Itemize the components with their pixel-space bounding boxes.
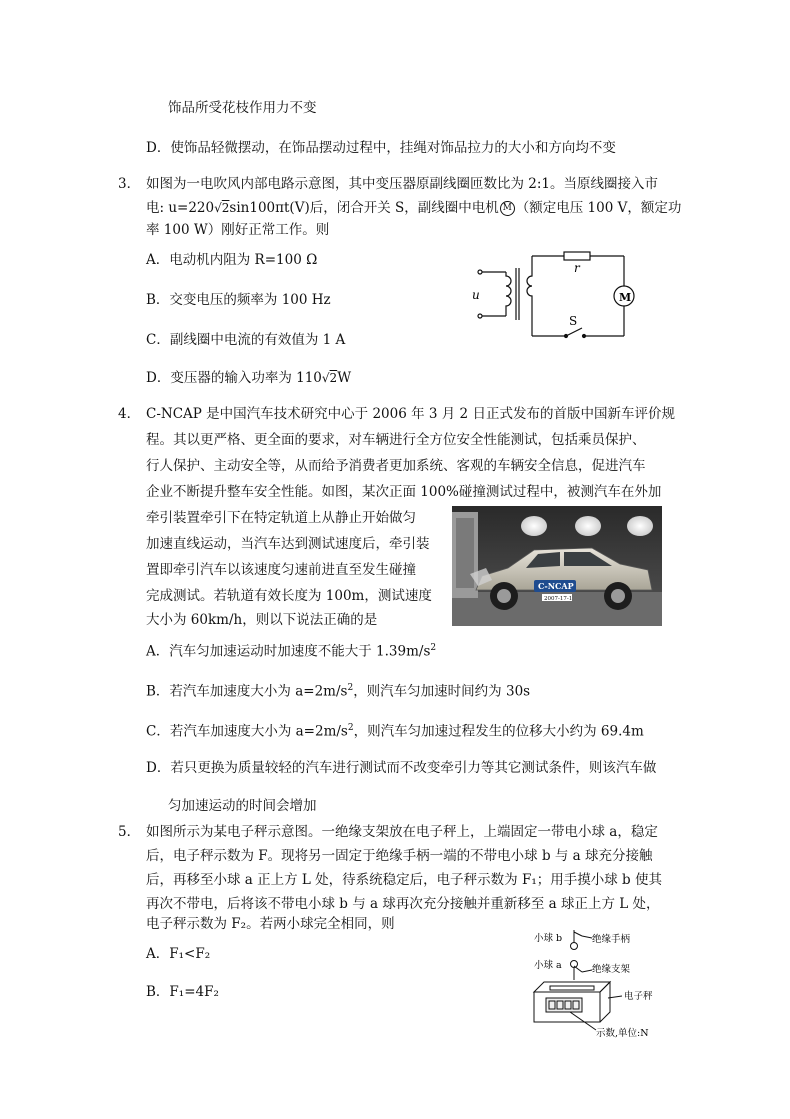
q3-stem-line3: 率 100 W）刚好正常工作。则 — [146, 222, 330, 238]
circuit-label-switch: S — [569, 314, 578, 328]
label-electronic-scale: 电子秤 — [624, 991, 653, 1002]
q4-option-d-line1: D．若只更换为质量较轻的汽车进行测试而不改变牵引力等其它测试条件，则该汽车做 — [146, 760, 657, 776]
transformer-circuit-diagram — [466, 244, 646, 344]
q3-number: 3． — [118, 176, 141, 192]
q3-voltage-prefix: 电: u=220 — [146, 200, 215, 216]
sqrt-symbol: √2 — [214, 201, 230, 215]
label-insulating-handle: 绝缘手柄 — [592, 934, 631, 945]
q5-stem-line4: 再次不带电，后将该不带电小球 b 与 a 球再次充分接触并重新移至 a 球正上方 L 处， — [146, 896, 660, 912]
q4-option-c: C．若汽车加速度大小为 $a=2m/s^2$，则汽车匀加速过程发生的位移大小约为 69.4m — [146, 723, 644, 740]
q3-option-a: A．电动机内阻为 R=100 Ω — [146, 252, 318, 268]
circuit-label-r: r — [574, 261, 580, 275]
q3-option-b: B．交变电压的频率为 100 Hz — [146, 292, 331, 308]
q3-stem-line2 — [146, 198, 681, 218]
q5-option-b: B．F₁=4F₂ — [146, 984, 219, 1000]
q4-stem-line9: 大小为 60km/h，则以下说法正确的是 — [146, 612, 378, 628]
q3-voltage-suffix: sin100πt(V)后，闭合开关 S，副线圈中电机 — [229, 200, 499, 216]
q3-rated-voltage: （额定电压 100 V，额定功 — [515, 200, 682, 216]
sqrt-symbol: √2 — [321, 371, 338, 385]
q4-stem-line3: 行人保护、主动安全等，从而给予消费者更加系统、客观的车辆安全信息，促进汽车 — [146, 458, 646, 474]
q4-option-d-line2: 匀加速运动的时间会增加 — [168, 798, 317, 814]
label-insulating-support: 绝缘支架 — [592, 964, 631, 975]
q3-option-c: C．副线圈中电流的有效值为 1 A — [146, 332, 346, 348]
q4-stem-line5: 牵引装置牵引下在特定轨道上从静止开始做匀 — [146, 510, 416, 526]
electronic-scale-diagram — [530, 926, 690, 1038]
q5-number: 5． — [118, 824, 141, 840]
q4-stem-line4: 企业不断提升整车安全性能。如图，某次正面 100%碰撞测试过程中，被测汽车在外加 — [146, 484, 662, 500]
q4-stem-line2: 程。其以更严格、更全面的要求，对车辆进行全方位安全性能测试，包括乘员保护、 — [146, 432, 646, 448]
q5-stem-line2: 后，电子秤示数为 F。现将另一固定于绝缘手柄一端的不带电小球 b 与 a 球充分接触 — [146, 848, 653, 864]
q5-option-a: A．F₁<F₂ — [146, 946, 211, 962]
q3-stem-line1: 如图为一电吹风内部电路示意图，其中变压器原副线圈匝数比为 2:1。当原线圈接入市 — [146, 176, 659, 192]
q5-stem-line1: 如图所示为某电子秤示意图。一绝缘支架放在电子秤上，上端固定一带电小球 a，稳定 — [146, 824, 658, 840]
plate-text: 2007-17-1 — [544, 596, 573, 602]
q4-stem-line6: 加速直线运动，当汽车达到测试速度后，牵引装 — [146, 536, 430, 552]
q5-stem-line5: 电子秤示数为 F₂。若两小球完全相同，则 — [146, 916, 395, 932]
crash-test-photo — [452, 506, 662, 626]
q2-option-d: D．使饰品轻微摆动，在饰品摆动过程中，挂绳对饰品拉力的大小和方向均不变 — [146, 140, 616, 156]
circuit-label-u: u — [472, 288, 480, 302]
label-reading-unit: 示数,单位:N — [596, 1028, 649, 1038]
label-ball-a: 小球 a — [534, 960, 562, 971]
q2-option-c-continuation: 饰品所受花枝作用力不变 — [168, 100, 317, 116]
q4-number: 4． — [118, 406, 141, 422]
q4-option-b: B．若汽车加速度大小为 $a=2m/s^2$，则汽车匀加速时间约为 30s — [146, 683, 531, 700]
label-ball-b: 小球 b — [534, 933, 563, 944]
q4-option-a: A．汽车匀加速运动时加速度不能大于 $1.39m/s^2$ — [146, 643, 437, 660]
q4-stem-line8: 完成测试。若轨道有效长度为 100m，测试速度 — [146, 588, 432, 604]
q4-stem-line7: 置即牵引汽车以该速度匀速前进直至发生碰撞 — [146, 562, 416, 578]
circuit-label-motor: M — [619, 291, 632, 304]
cncap-logo-text: C-NCAP — [538, 581, 574, 591]
q4-stem-line1: C-NCAP 是中国汽车技术研究中心于 2006 年 3 月 2 日正式发布的首版中国新车评价规 — [146, 406, 675, 422]
q3-option-d: D．变压器的输入功率为 110√2W — [146, 370, 352, 386]
motor-symbol-inline: M — [500, 201, 515, 216]
q5-stem-line3: 后，再移至小球 a 正上方 L 处，待系统稳定后，电子秤示数为 F₁；用手摸小球 b 使其 — [146, 872, 662, 888]
